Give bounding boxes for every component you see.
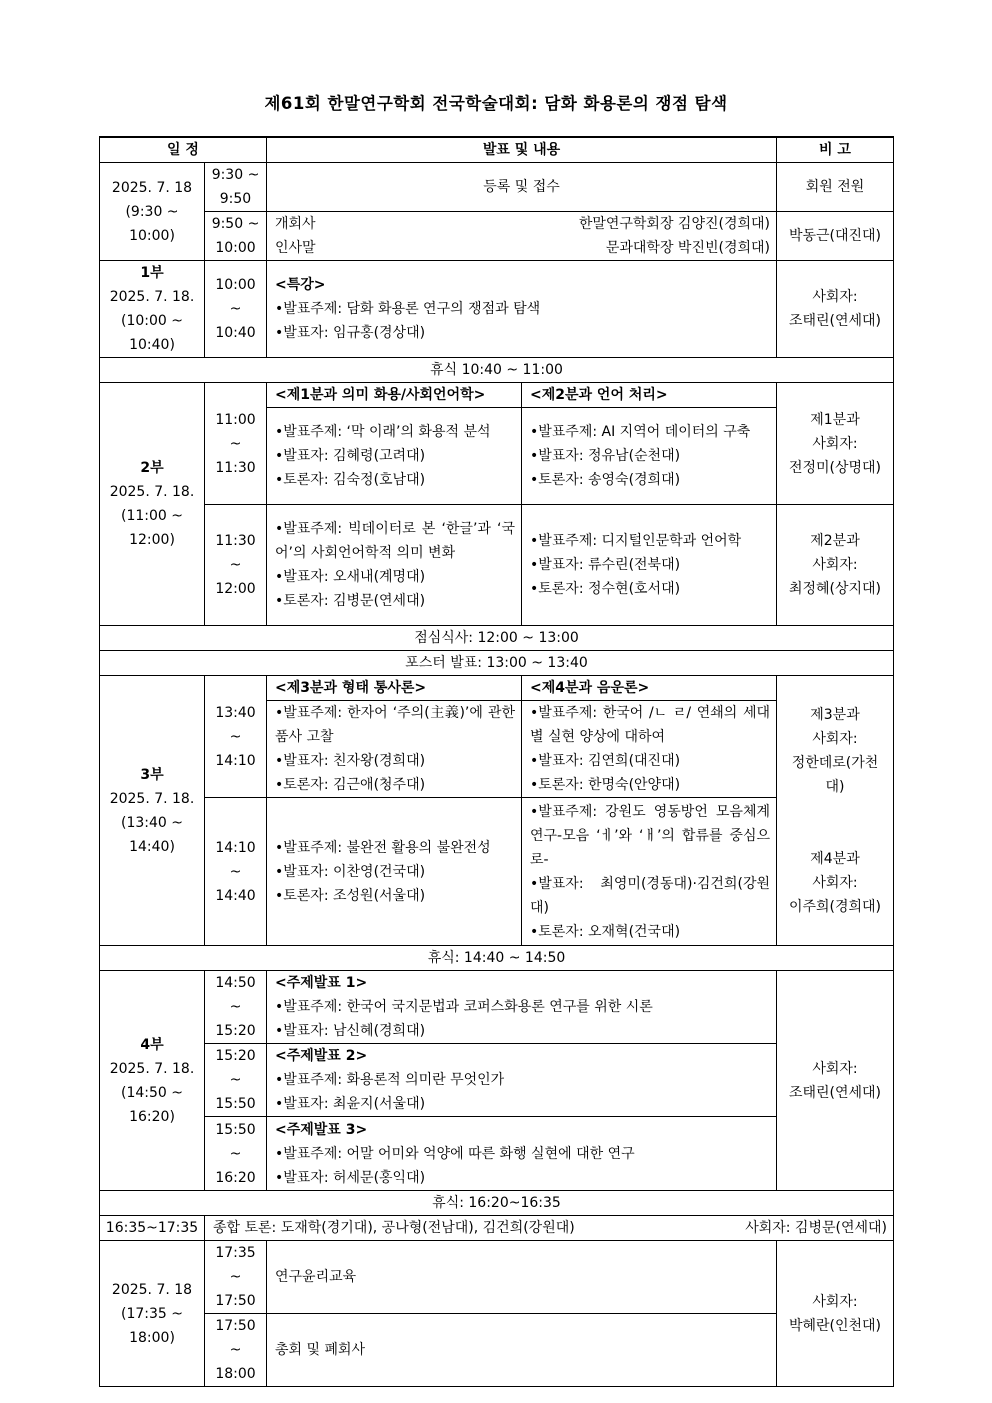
part2-sections bbox=[100, 383, 894, 408]
part3-name: 3부 bbox=[140, 766, 164, 783]
part4-k1-time: 14:50 ~ 15:20 bbox=[205, 971, 267, 1044]
part3-notes: 제3분과 사회자: 정한데로(가천 대) 제4분과 사회자: 이주희(경희대) bbox=[777, 676, 894, 946]
opening-time: 9:50 ~ 10:00 bbox=[205, 212, 267, 261]
part2-note1: 제1분과 사회자: 전정미(상명대) bbox=[777, 383, 894, 505]
part3-s2-a: •발표주제: 불완전 활용의 불완전성 •발표자: 이찬영(건국대) •토론자: 조성원(서울대) bbox=[267, 798, 522, 946]
part3-section-a: <제3분과 형태 통사론> bbox=[267, 676, 522, 701]
lunch-row bbox=[100, 626, 894, 651]
closing-note: 사회자: 박혜란(인천대) bbox=[777, 1241, 894, 1387]
part4-k3-time: 15:50 ~ 16:20 bbox=[205, 1117, 267, 1191]
opening-content bbox=[267, 212, 777, 261]
part2-schedule: 2부 2025. 7. 18. (11:00 ~ 12:00) bbox=[100, 383, 205, 626]
poster: 포스터 발표: 13:00 ~ 13:40 bbox=[100, 651, 894, 676]
part2-s1-b: •발표주제: AI 지역어 데이터의 구축 •발표자: 정유남(순천대) •토론자: 송영숙(경희대) bbox=[522, 408, 777, 505]
part2-s1-a: •발표주제: ‘막 이래’의 화용적 분석 •발표자: 김혜령(고려대) •토론자: 김숙정(호남대) bbox=[267, 408, 522, 505]
discussion-content bbox=[205, 1216, 894, 1241]
part2-s2-row bbox=[100, 505, 894, 626]
ethics-time: 17:35 ~ 17:50 bbox=[205, 1241, 267, 1314]
part1-content bbox=[267, 261, 777, 358]
greeting-person: 문과대학장 박진빈(경희대) bbox=[605, 240, 770, 256]
part3-s1-a: •발표주제: 한자어 ‘주의(主義)’에 관한 품사 고찰 •발표자: 친자왕(경희대) •토론자: 김근애(청주대) bbox=[267, 701, 522, 798]
table-header bbox=[100, 137, 894, 163]
part2-s2-b: •발표주제: 디지털인문학과 언어학 •발표자: 류수린(전북대) •토론자: 정수현(호서대) bbox=[522, 505, 777, 626]
part1-topic: •발표주제: 담화 화용론 연구의 쟁점과 탐색 bbox=[275, 301, 541, 317]
discussion-row bbox=[100, 1216, 894, 1241]
part1-row bbox=[100, 261, 894, 358]
header-content: 발표 및 내용 bbox=[267, 137, 777, 163]
assembly-time: 17:50 ~ 18:00 bbox=[205, 1314, 267, 1387]
registration-time: 9:30 ~ 9:50 bbox=[205, 163, 267, 212]
break1-row bbox=[100, 358, 894, 383]
registration-date: 2025. 7. 18 (9:30 ~ 10:00) bbox=[100, 163, 205, 261]
part4-k2-row bbox=[100, 1044, 894, 1117]
part4-k3-row bbox=[100, 1117, 894, 1191]
part1-name: 1부 bbox=[140, 265, 164, 281]
part1-presenter: •발표자: 임규홍(경상대) bbox=[275, 325, 426, 341]
lunch: 점심식사: 12:00 ~ 13:00 bbox=[100, 626, 894, 651]
part4-k3: <주제발표 3> •발표주제: 어말 어미와 억양에 따른 화행 실현에 대한 연구 •발표자: 허세문(홍익대) bbox=[267, 1117, 777, 1191]
part3-s2-time: 14:10 ~ 14:40 bbox=[205, 798, 267, 946]
header-schedule: 일 정 bbox=[100, 137, 267, 163]
page-title: 제61회 한말연구학회 전국학술대회: 담화 화용론의 쟁점 탐색 bbox=[264, 94, 728, 113]
part2-note2: 제2분과 사회자: 최정혜(상지대) bbox=[777, 505, 894, 626]
break1: 휴식 10:40 ~ 11:00 bbox=[100, 358, 894, 383]
opening-note: 박동근(대진대) bbox=[777, 212, 894, 261]
discussion-text: 종합 토론: 도재학(경기대), 공나형(전남대), 김건희(강원대) bbox=[213, 1220, 575, 1236]
opening-person: 한말연구학회장 김양진(경희대) bbox=[578, 216, 770, 232]
part2-s1-time: 11:00 ~ 11:30 bbox=[205, 383, 267, 505]
discussion-moderator: 사회자: 김병문(연세대) bbox=[745, 1220, 887, 1236]
greeting-label: 인사말 bbox=[275, 240, 316, 256]
discussion-time: 16:35~17:35 bbox=[100, 1216, 205, 1241]
part3-section-b: <제4분과 음운론> bbox=[522, 676, 777, 701]
registration-note: 회원 전원 bbox=[777, 163, 894, 212]
part4-k1-row bbox=[100, 971, 894, 1044]
part4-name: 4부 bbox=[140, 1036, 164, 1053]
part2-s2-a: •발표주제: 빅데이터로 본 ‘한글’과 ‘국어’의 사회언어학적 의미 변화 •발표자: 오새내(계명대) •토론자: 김병문(연세대) bbox=[267, 505, 522, 626]
part3-s1-time: 13:40 ~ 14:10 bbox=[205, 676, 267, 798]
assembly-content: 총회 및 폐회사 bbox=[267, 1314, 777, 1387]
poster-row bbox=[100, 651, 894, 676]
part1-heading: <특강> bbox=[275, 277, 326, 293]
ethics-content: 연구윤리교육 bbox=[267, 1241, 777, 1314]
break3-row bbox=[100, 1191, 894, 1216]
assembly-row bbox=[100, 1314, 894, 1387]
opening-row bbox=[100, 212, 894, 261]
ethics-row bbox=[100, 1241, 894, 1314]
part4-note: 사회자: 조태린(연세대) bbox=[777, 971, 894, 1191]
closing-date: 2025. 7. 18 (17:35 ~ 18:00) bbox=[100, 1241, 205, 1387]
opening-label: 개회사 bbox=[275, 216, 316, 232]
registration-row bbox=[100, 163, 894, 212]
part2-s2-time: 11:30 ~ 12:00 bbox=[205, 505, 267, 626]
break3: 휴식: 16:20~16:35 bbox=[100, 1191, 894, 1216]
part4-schedule: 4부 2025. 7. 18. (14:50 ~ 16:20) bbox=[100, 971, 205, 1191]
registration-content: 등록 및 접수 bbox=[267, 163, 777, 212]
header-note: 비 고 bbox=[777, 137, 894, 163]
schedule-table bbox=[99, 136, 894, 1387]
part3-s1-b: •발표주제: 한국어 /ㄴ ㄹ/ 연쇄의 세대별 실현 양상에 대하여 •발표자: 김연희(대진대) •토론자: 한명숙(안양대) bbox=[522, 701, 777, 798]
part2-name: 2부 bbox=[140, 460, 164, 476]
part4-k2: <주제발표 2> •발표주제: 화용론적 의미란 무엇인가 •발표자: 최윤지(서울대) bbox=[267, 1044, 777, 1117]
break2-row bbox=[100, 946, 894, 971]
part1-schedule: 1부 2025. 7. 18. (10:00 ~ 10:40) bbox=[100, 261, 205, 358]
part2-section-a: <제1분과 의미 화용/사회언어학> bbox=[267, 383, 522, 408]
part1-time: 10:00 ~ 10:40 bbox=[205, 261, 267, 358]
part2-section-b: <제2분과 언어 처리> bbox=[522, 383, 777, 408]
part3-s2-row bbox=[100, 798, 894, 946]
part4-k1: <주제발표 1> •발표주제: 한국어 국지문법과 코퍼스화용론 연구를 위한 시론 •발표자: 남신혜(경희대) bbox=[267, 971, 777, 1044]
part4-k2-time: 15:20 ~ 15:50 bbox=[205, 1044, 267, 1117]
part3-sections bbox=[100, 676, 894, 701]
part1-note: 사회자: 조태린(연세대) bbox=[777, 261, 894, 358]
part3-s2-b: •발표주제: 강원도 영동방언 모음체계 연구-모음 ‘ㅔ’와 ‘ㅐ’의 합류를 중심으로- •발표자: 최영미(경동대)·김건희(강원대) •토론자: 오재혁(건국대) bbox=[522, 798, 777, 946]
break2: 휴식: 14:40 ~ 14:50 bbox=[100, 946, 894, 971]
part3-schedule: 3부 2025. 7. 18. (13:40 ~ 14:40) bbox=[100, 676, 205, 946]
